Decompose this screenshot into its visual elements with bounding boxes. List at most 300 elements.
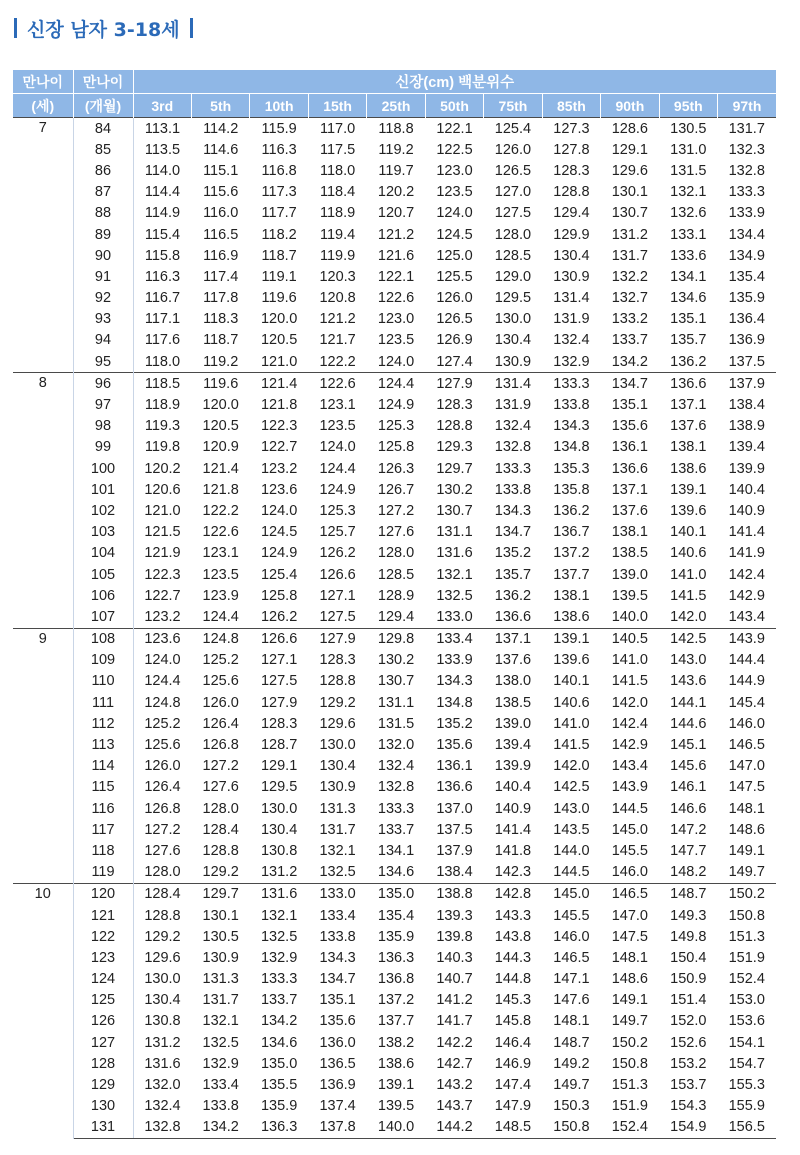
height-value-cell: 124.0 — [319, 439, 356, 456]
table-row — [13, 671, 776, 692]
table-row — [13, 1096, 776, 1117]
height-value-cell: 135.7 — [494, 566, 532, 583]
height-value-cell: 139.8 — [436, 928, 473, 945]
height-value-cell: 137.2 — [553, 545, 590, 562]
height-value-cell: 130.4 — [494, 332, 532, 349]
height-value-cell: 132.4 — [553, 332, 590, 349]
height-value-cell: 133.4 — [202, 1077, 239, 1094]
table-row — [13, 1032, 776, 1053]
height-value-cell: 120.6 — [144, 481, 181, 498]
height-value-cell: 128.4 — [202, 821, 239, 838]
height-value-cell: 144.2 — [425, 1117, 483, 1139]
height-value-cell: 142.0 — [611, 694, 648, 711]
height-value-cell: 136.2 — [494, 587, 532, 604]
age-months-cell: 104 — [73, 543, 133, 564]
height-value-cell: 130.8 — [144, 1013, 181, 1030]
height-value-cell: 143.0 — [553, 800, 590, 817]
height-value-cell: 128.4 — [133, 883, 191, 905]
height-value-cell: 128.3 — [553, 162, 590, 179]
height-value-cell: 139.5 — [611, 587, 648, 604]
height-value-cell: 129.5 — [260, 779, 298, 796]
height-value-cell: 136.3 — [250, 1117, 308, 1139]
height-value-cell: 133.4 — [425, 628, 483, 650]
height-value-cell: 127.2 — [202, 758, 239, 775]
height-value-cell: 130.2 — [377, 652, 415, 669]
height-value-cell: 118.9 — [319, 205, 356, 222]
height-value-cell: 147.4 — [494, 1077, 532, 1094]
height-value-cell: 143.8 — [494, 928, 532, 945]
height-value-cell: 153.6 — [728, 1013, 765, 1030]
height-value-cell: 149.1 — [728, 842, 765, 859]
height-value-cell: 134.7 — [319, 971, 356, 988]
height-value-cell: 118.8 — [367, 118, 425, 140]
table-row — [13, 330, 776, 351]
height-value-cell: 114.4 — [144, 184, 181, 201]
height-value-cell: 120.8 — [319, 290, 356, 307]
title-text: 신장 남자 3-18세 — [27, 18, 180, 41]
height-value-cell: 126.4 — [202, 715, 239, 732]
height-value-cell: 151.3 — [611, 1077, 648, 1094]
height-value-cell: 154.7 — [728, 1055, 765, 1072]
height-value-cell: 120.5 — [260, 332, 298, 349]
height-value-cell: 135.4 — [377, 907, 415, 924]
page-title — [14, 12, 193, 44]
height-value-cell: 138.1 — [611, 524, 648, 541]
height-value-cell: 126.9 — [436, 332, 473, 349]
height-value-cell: 151.4 — [670, 992, 707, 1009]
height-value-cell: 132.1 — [319, 842, 356, 859]
height-value-cell: 136.8 — [377, 971, 415, 988]
height-value-cell: 124.4 — [144, 673, 181, 690]
height-value-cell: 133.4 — [319, 907, 356, 924]
height-value-cell: 146.6 — [670, 800, 707, 817]
height-value-cell: 147.9 — [494, 1098, 532, 1115]
height-value-cell: 129.0 — [494, 268, 532, 285]
height-value-cell: 138.4 — [728, 397, 765, 414]
height-value-cell: 145.5 — [611, 842, 648, 859]
height-value-cell: 126.2 — [260, 608, 298, 625]
height-value-cell: 128.8 — [202, 842, 239, 859]
age-years-cell: 8 — [13, 373, 73, 628]
height-value-cell: 120.5 — [202, 418, 239, 435]
height-value-cell: 141.5 — [670, 587, 707, 604]
height-value-cell: 153.0 — [728, 992, 765, 1009]
age-months-cell: 97 — [73, 394, 133, 415]
height-value-cell: 120.7 — [377, 205, 415, 222]
height-value-cell: 142.0 — [670, 608, 707, 625]
height-value-cell: 117.7 — [261, 205, 297, 222]
table-row — [13, 203, 776, 224]
height-value-cell: 135.3 — [553, 460, 590, 477]
height-value-cell: 131.2 — [144, 1034, 181, 1051]
height-value-cell: 118.7 — [261, 247, 297, 264]
height-value-cell: 133.8 — [553, 397, 590, 414]
height-value-cell: 142.9 — [611, 737, 648, 754]
height-value-cell: 133.6 — [670, 247, 707, 264]
percentile-header-75th: 75th — [484, 94, 542, 118]
height-value-cell: 135.7 — [670, 332, 707, 349]
height-value-cell: 125.3 — [377, 418, 415, 435]
table-row — [13, 160, 776, 181]
height-value-cell: 150.3 — [553, 1098, 590, 1115]
height-value-cell: 129.6 — [611, 162, 648, 179]
age-months-cell: 98 — [73, 416, 133, 437]
height-value-cell: 136.4 — [728, 311, 765, 328]
height-value-cell: 131.7 — [718, 118, 776, 140]
table-row — [13, 416, 776, 437]
age-months-cell: 130 — [73, 1096, 133, 1117]
height-value-cell: 133.7 — [377, 821, 415, 838]
height-value-cell: 127.8 — [553, 141, 590, 158]
height-value-cell: 129.4 — [377, 608, 415, 625]
height-value-cell: 121.6 — [377, 247, 415, 264]
percentile-header-15th: 15th — [308, 94, 366, 118]
height-value-cell: 131.2 — [260, 864, 298, 881]
table-row — [13, 628, 776, 650]
height-value-cell: 122.5 — [436, 141, 473, 158]
age-months-cell: 124 — [73, 969, 133, 990]
table-row — [13, 990, 776, 1011]
age-months-cell: 101 — [73, 479, 133, 500]
table-row — [13, 288, 776, 309]
height-value-cell: 132.1 — [670, 184, 707, 201]
height-value-cell: 139.1 — [670, 481, 707, 498]
height-value-cell: 130.7 — [611, 205, 648, 222]
height-value-cell: 128.7 — [260, 737, 298, 754]
height-value-cell: 136.6 — [436, 779, 473, 796]
height-value-cell: 141.0 — [670, 566, 707, 583]
height-value-cell: 128.0 — [494, 226, 532, 243]
height-value-cell: 132.7 — [611, 290, 648, 307]
height-value-cell: 130.4 — [319, 758, 356, 775]
height-value-cell: 134.1 — [670, 268, 707, 285]
height-value-cell: 114.6 — [203, 141, 239, 158]
height-value-cell: 131.3 — [202, 971, 239, 988]
height-value-cell: 126.3 — [377, 460, 415, 477]
age-months-cell: 115 — [73, 777, 133, 798]
height-value-cell: 120.0 — [202, 397, 239, 414]
height-value-cell: 119.7 — [378, 162, 414, 179]
table-row — [13, 969, 776, 990]
height-value-cell: 132.1 — [202, 1013, 239, 1030]
table-row — [13, 585, 776, 606]
height-value-cell: 126.0 — [436, 290, 473, 307]
height-value-cell: 148.7 — [659, 883, 717, 905]
height-value-cell: 138.6 — [553, 608, 590, 625]
height-value-cell: 138.1 — [553, 587, 590, 604]
age-months-cell: 91 — [73, 266, 133, 287]
height-value-cell: 140.6 — [553, 694, 590, 711]
table-row — [13, 245, 776, 266]
height-value-cell: 133.8 — [202, 1098, 239, 1115]
height-value-cell: 129.8 — [367, 628, 425, 650]
height-value-cell: 113.5 — [144, 141, 181, 158]
age-years-cell: 9 — [13, 628, 73, 883]
height-value-cell: 131.6 — [250, 883, 308, 905]
height-value-cell: 133.9 — [728, 205, 765, 222]
table-row — [13, 458, 776, 479]
height-value-cell: 124.0 — [436, 205, 473, 222]
height-value-cell: 125.2 — [144, 715, 181, 732]
height-value-cell: 138.6 — [377, 1055, 415, 1072]
height-value-cell: 123.0 — [377, 311, 415, 328]
table-row — [13, 309, 776, 330]
height-value-cell: 130.1 — [202, 907, 239, 924]
table-row — [13, 862, 776, 884]
percentile-header-97th: 97th — [718, 94, 776, 118]
height-value-cell: 118.0 — [144, 353, 181, 370]
title-bar-left — [14, 18, 17, 38]
height-value-cell: 115.1 — [203, 162, 239, 179]
height-value-cell: 137.0 — [436, 800, 473, 817]
height-value-cell: 138.1 — [670, 439, 707, 456]
height-value-cell: 139.1 — [377, 1077, 415, 1094]
height-value-cell: 136.3 — [377, 949, 415, 966]
height-value-cell: 142.0 — [553, 758, 590, 775]
height-value-cell: 150.9 — [670, 971, 707, 988]
height-value-cell: 141.0 — [611, 652, 648, 669]
height-value-cell: 133.0 — [308, 883, 366, 905]
height-value-cell: 123.2 — [260, 460, 298, 477]
height-value-cell: 129.7 — [191, 883, 249, 905]
height-value-cell: 152.4 — [601, 1117, 659, 1139]
height-value-cell: 118.7 — [203, 332, 239, 349]
height-value-cell: 139.4 — [494, 737, 532, 754]
height-value-cell: 144.3 — [494, 949, 532, 966]
table-row — [13, 1053, 776, 1074]
height-value-cell: 130.4 — [260, 821, 298, 838]
height-value-cell: 134.3 — [494, 502, 532, 519]
height-value-cell: 136.5 — [319, 1055, 356, 1072]
height-value-cell: 124.9 — [377, 397, 415, 414]
height-value-cell: 130.4 — [144, 992, 181, 1009]
percentile-header-10th: 10th — [250, 94, 308, 118]
height-value-cell: 155.9 — [728, 1098, 765, 1115]
height-value-cell: 136.9 — [319, 1077, 356, 1094]
height-value-cell: 127.6 — [377, 524, 415, 541]
height-value-cell: 138.0 — [494, 673, 532, 690]
height-value-cell: 133.3 — [494, 460, 532, 477]
age-months-cell: 121 — [73, 905, 133, 926]
height-value-cell: 132.4 — [144, 1098, 181, 1115]
height-value-cell: 127.1 — [260, 652, 298, 669]
height-value-cell: 127.9 — [425, 373, 483, 395]
height-value-cell: 119.6 — [191, 373, 249, 395]
height-value-cell: 136.2 — [670, 353, 707, 370]
age-months-cell: 89 — [73, 224, 133, 245]
height-value-cell: 125.6 — [202, 673, 239, 690]
table-row — [13, 606, 776, 628]
height-value-cell: 113.1 — [133, 118, 191, 140]
age-months-cell: 125 — [73, 990, 133, 1011]
height-value-cell: 132.5 — [319, 864, 356, 881]
height-value-cell: 123.9 — [202, 587, 239, 604]
height-value-cell: 124.4 — [319, 460, 356, 477]
height-value-cell: 119.8 — [144, 439, 181, 456]
table-header — [13, 70, 776, 118]
height-value-cell: 126.5 — [494, 162, 532, 179]
height-value-cell: 124.9 — [260, 545, 298, 562]
height-value-cell: 121.7 — [319, 332, 356, 349]
height-value-cell: 156.5 — [718, 1117, 776, 1139]
height-value-cell: 136.6 — [611, 460, 648, 477]
height-value-cell: 131.7 — [202, 992, 239, 1009]
table-row — [13, 692, 776, 713]
height-value-cell: 136.9 — [728, 332, 765, 349]
height-value-cell: 134.3 — [319, 949, 356, 966]
height-value-cell: 132.4 — [377, 758, 415, 775]
age-months-cell: 92 — [73, 288, 133, 309]
table-row — [13, 650, 776, 671]
height-percentile-table — [13, 70, 776, 1139]
height-value-cell: 136.6 — [494, 608, 532, 625]
height-value-cell: 137.7 — [377, 1013, 415, 1030]
age-months-cell: 100 — [73, 458, 133, 479]
age-months-cell: 111 — [73, 692, 133, 713]
height-value-cell: 126.0 — [202, 694, 239, 711]
height-value-cell: 138.8 — [425, 883, 483, 905]
height-value-cell: 135.6 — [611, 418, 648, 435]
height-value-cell: 128.5 — [377, 566, 415, 583]
height-value-cell: 132.9 — [260, 949, 298, 966]
height-value-cell: 122.2 — [319, 353, 356, 370]
height-value-cell: 131.5 — [377, 715, 415, 732]
height-value-cell: 146.1 — [670, 779, 707, 796]
height-value-cell: 148.6 — [611, 971, 648, 988]
height-value-cell: 143.3 — [494, 907, 532, 924]
height-value-cell: 138.5 — [611, 545, 648, 562]
height-value-cell: 142.8 — [484, 883, 542, 905]
height-value-cell: 143.7 — [436, 1098, 473, 1115]
height-value-cell: 151.9 — [728, 949, 765, 966]
percentile-header-3rd: 3rd — [133, 94, 191, 118]
height-value-cell: 131.1 — [377, 694, 415, 711]
height-value-cell: 145.8 — [494, 1013, 532, 1030]
age-years-cell: 7 — [13, 118, 73, 373]
table-row — [13, 118, 776, 140]
height-value-cell: 146.9 — [494, 1055, 532, 1072]
age-months-cell: 120 — [73, 883, 133, 905]
height-value-cell: 118.4 — [319, 184, 356, 201]
height-value-cell: 122.6 — [308, 373, 366, 395]
height-value-cell: 125.0 — [436, 247, 473, 264]
height-value-cell: 134.6 — [670, 290, 707, 307]
height-value-cell: 133.3 — [377, 800, 415, 817]
height-value-cell: 117.5 — [319, 141, 356, 158]
height-value-cell: 148.6 — [728, 821, 765, 838]
height-value-cell: 128.3 — [436, 397, 473, 414]
height-value-cell: 137.1 — [611, 481, 648, 498]
height-value-cell: 146.0 — [728, 715, 765, 732]
height-value-cell: 143.2 — [436, 1077, 473, 1094]
height-value-cell: 135.1 — [611, 397, 648, 414]
height-value-cell: 136.1 — [611, 439, 648, 456]
height-value-cell: 141.0 — [553, 715, 590, 732]
height-value-cell: 137.9 — [718, 373, 776, 395]
height-value-cell: 139.3 — [436, 907, 473, 924]
height-value-cell: 134.3 — [553, 418, 590, 435]
height-value-cell: 142.2 — [436, 1034, 473, 1051]
height-value-cell: 119.4 — [319, 226, 356, 243]
height-value-cell: 124.4 — [367, 373, 425, 395]
height-value-cell: 128.3 — [260, 715, 298, 732]
height-value-cell: 128.0 — [202, 800, 239, 817]
height-value-cell: 149.7 — [728, 864, 765, 881]
height-value-cell: 151.9 — [611, 1098, 648, 1115]
age-months-cell: 113 — [73, 734, 133, 755]
height-value-cell: 143.9 — [718, 628, 776, 650]
height-value-cell: 127.1 — [319, 587, 356, 604]
height-value-cell: 134.7 — [494, 524, 532, 541]
height-value-cell: 126.8 — [144, 800, 181, 817]
height-value-cell: 140.1 — [670, 524, 707, 541]
height-value-cell: 134.2 — [260, 1013, 298, 1030]
height-value-cell: 146.5 — [601, 883, 659, 905]
height-value-cell: 128.8 — [144, 907, 181, 924]
height-value-cell: 116.3 — [144, 268, 181, 285]
height-value-cell: 142.5 — [553, 779, 590, 796]
height-value-cell: 131.6 — [436, 545, 473, 562]
percentile-group-header: 신장(cm) 백분위수 — [133, 70, 776, 94]
height-value-cell: 121.5 — [144, 524, 181, 541]
percentile-header-90th: 90th — [601, 94, 659, 118]
height-value-cell: 141.9 — [728, 545, 765, 562]
age-years-unit: (세) — [13, 94, 73, 118]
age-months-cell: 95 — [73, 351, 133, 373]
height-value-cell: 133.3 — [542, 373, 600, 395]
height-value-cell: 141.8 — [494, 842, 532, 859]
height-value-cell: 129.5 — [494, 290, 532, 307]
height-value-cell: 127.9 — [308, 628, 366, 650]
height-value-cell: 130.9 — [553, 268, 590, 285]
height-value-cell: 123.2 — [144, 608, 181, 625]
table-row — [13, 564, 776, 585]
height-value-cell: 126.6 — [250, 628, 308, 650]
height-value-cell: 127.2 — [377, 502, 415, 519]
height-value-cell: 143.0 — [670, 652, 707, 669]
height-value-cell: 148.1 — [553, 1013, 590, 1030]
height-value-cell: 126.7 — [377, 481, 415, 498]
height-value-cell: 121.0 — [260, 353, 298, 370]
height-value-cell: 124.8 — [191, 628, 249, 650]
height-value-cell: 137.7 — [553, 566, 590, 583]
height-value-cell: 134.7 — [601, 373, 659, 395]
height-value-cell: 149.7 — [553, 1077, 590, 1094]
height-value-cell: 129.6 — [144, 949, 181, 966]
age-months-cell: 99 — [73, 437, 133, 458]
height-value-cell: 127.5 — [260, 673, 298, 690]
age-months-cell: 117 — [73, 819, 133, 840]
height-value-cell: 123.0 — [436, 162, 473, 179]
height-value-cell: 128.5 — [494, 247, 532, 264]
age-months-cell: 122 — [73, 926, 133, 947]
height-value-cell: 132.3 — [728, 141, 765, 158]
age-months-cell: 87 — [73, 182, 133, 203]
table-row — [13, 947, 776, 968]
height-value-cell: 152.0 — [670, 1013, 707, 1030]
table-row — [13, 819, 776, 840]
height-value-cell: 129.1 — [611, 141, 648, 158]
height-value-cell: 121.0 — [144, 502, 181, 519]
height-value-cell: 146.0 — [553, 928, 590, 945]
height-value-cell: 140.3 — [436, 949, 473, 966]
height-value-cell: 142.4 — [728, 566, 765, 583]
age-months-cell: 88 — [73, 203, 133, 224]
age-months-cell: 131 — [73, 1117, 133, 1139]
age-years-cell: 10 — [13, 883, 73, 1138]
height-value-cell: 147.6 — [553, 992, 590, 1009]
table-row — [13, 777, 776, 798]
